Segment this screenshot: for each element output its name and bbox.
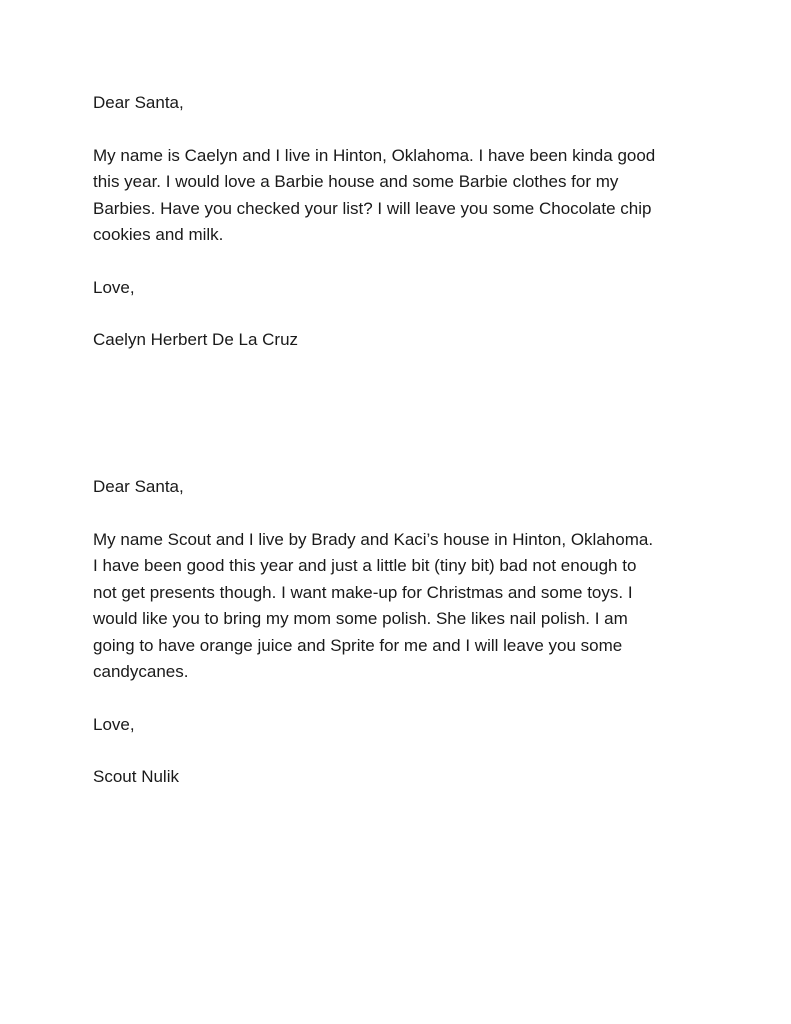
letter-closing: Love, <box>93 714 135 734</box>
letter-greeting: Dear Santa, <box>93 477 184 496</box>
letter-signature: Scout Nulik <box>93 767 179 786</box>
letter-signature: Caelyn Herbert De La Cruz <box>93 330 299 349</box>
letter-caelyn <box>93 90 733 354</box>
body-line: candycanes. <box>93 662 189 681</box>
letter-greeting: Dear Santa, <box>93 93 184 112</box>
body-line: I have been good this year and just a little bit (tiny bit) bad not enough to <box>93 556 637 575</box>
letter-body <box>93 143 733 249</box>
body-line: Barbies. Have you checked your list? I will leave you some Chocolate chip <box>93 198 652 218</box>
body-line: My name is Caelyn and I live in Hinton, Oklahoma. I have been kinda good <box>93 145 656 165</box>
body-line: would like you to bring my mom some polish. She likes nail polish. I am <box>93 609 628 628</box>
letter-closing: Love, <box>93 277 135 297</box>
body-line: My name Scout and I live by Brady and Kaci’s house in Hinton, Oklahoma. <box>93 529 654 549</box>
body-line: this year. I would love a Barbie house and some Barbie clothes for my <box>93 172 619 191</box>
body-line: going to have orange juice and Sprite for me and I will leave you some <box>93 635 623 655</box>
body-line: cookies and milk. <box>93 225 224 244</box>
body-line: not get presents though. I want make-up for Christmas and some toys. I <box>93 582 633 602</box>
letter-scout <box>93 474 733 791</box>
letter-body <box>93 527 733 686</box>
